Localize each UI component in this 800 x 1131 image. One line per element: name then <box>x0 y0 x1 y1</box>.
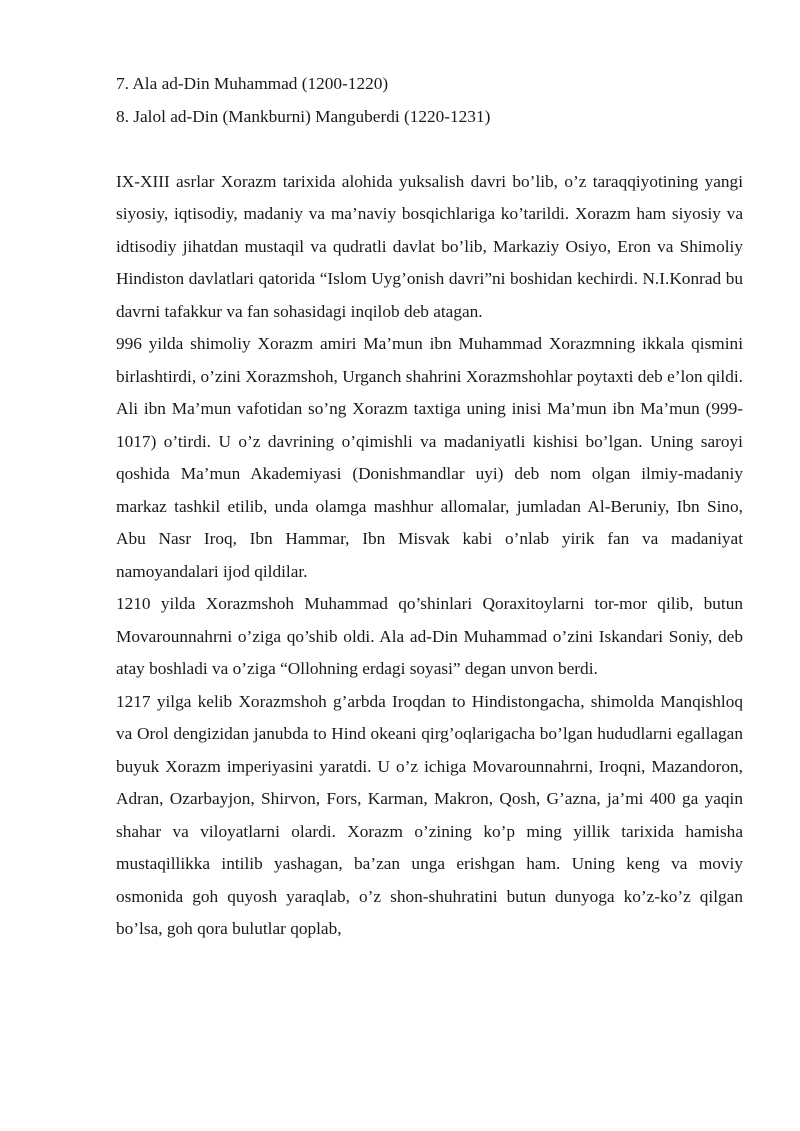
paragraph-empire-1217: 1217 yilga kelib Xorazmshoh g’arbda Iroqdan to Hindistongacha, shimolda Manqishloq va Orol dengizidan janubda to Hind okeani qirg’oqlarigacha bo’lgan hududlarni egallagan buyuk Xorazm imperiyasini yaratdi. U o’z ichiga Movarounnahrni, Iroqni, Mazandoron, Adran, Ozarbayjon, Shirvon, Fors, Karman, Makron, Qosh, G’azna, ja’mi 400 ga yaqin shahar va viloyatlarni olardi. Xorazm o’zining ko’p ming yillik tarixida hamisha mustaqillikka intilib yashagan, ba’zan unga erishgan ham. Uning keng va moviy osmonida goh quyosh yaraqlab, o’z shon-shuhratini butun dunyoga ko’z-ko’z qilgan bo’lsa, goh qora bulutlar qoplab, <box>116 691 743 938</box>
paragraph-mamun-academy: 996 yilda shimoliy Xorazm amiri Ma’mun ibn Muhammad Xorazmning ikkala qismini birlashtirdi, o’zini Xorazmshoh, Urganch shahrini Xorazmshohlar poytaxti deb e’lon qildi. Ali ibn Ma’mun vafotidan so’ng Xorazm taxtiga uning inisi Ma’mun ibn Ma’mun (999-1017) o’tirdi. U o’z davrining o’qimishli va madaniyatli kishisi bo’lgan. Uning saroyi qoshida Ma’mun Akademiyasi (Donishmandlar uyi) deb nom olgan ilmiy-madaniy markaz tashkil etilib, unda olamga mashhur allomalar, jumladan Al-Beruniy, Ibn Sino, Abu Nasr Iroq, Ibn Hammar, Ibn Misvak kabi o’nlab yirik fan va madaniyat namoyandalari ijod qildilar. <box>116 334 743 581</box>
list-item-ruler-8: 8. Jalol ad-Din (Mankburni) Manguberdi (1220-1231) <box>116 106 491 126</box>
document-body <box>116 68 743 946</box>
paragraph-khorezm-rise: IX-XIII asrlar Xorazm tarixida alohida yuksalish davri bo’lib, o’z taraqqiyotining yangi siyosiy, iqtisodiy, madaniy va ma’naviy bosqichlariga ko’tarildi. Xorazm ham siyosiy va idtisodiy jihatdan mustaqil va qudratli davlat bo’lib, Markaziy Osiyo, Eron va Shimoliy Hindiston davlatlari qatorida “Islom Uyg’onish davri”ni boshidan kechirdi. N.I.Konrad bu davrni tafakkur va fan sohasidagi inqilob deb atagan. <box>116 171 743 321</box>
paragraph-conquest-1210: 1210 yilda Xorazmshoh Muhammad qo’shinlari Qoraxitoylarni tor-mor qilib, butun Movarounnahrni o’ziga qo’shib oldi. Ala ad-Din Muhammad o’zini Iskandari Soniy, deb atay boshladi va o’ziga “Ollohning erdagi soyasi” degan unvon berdi. <box>116 594 743 678</box>
list-item-ruler-7: 7. Ala ad-Din Muhammad (1200-1220) <box>116 74 389 93</box>
blank-line <box>116 133 743 166</box>
